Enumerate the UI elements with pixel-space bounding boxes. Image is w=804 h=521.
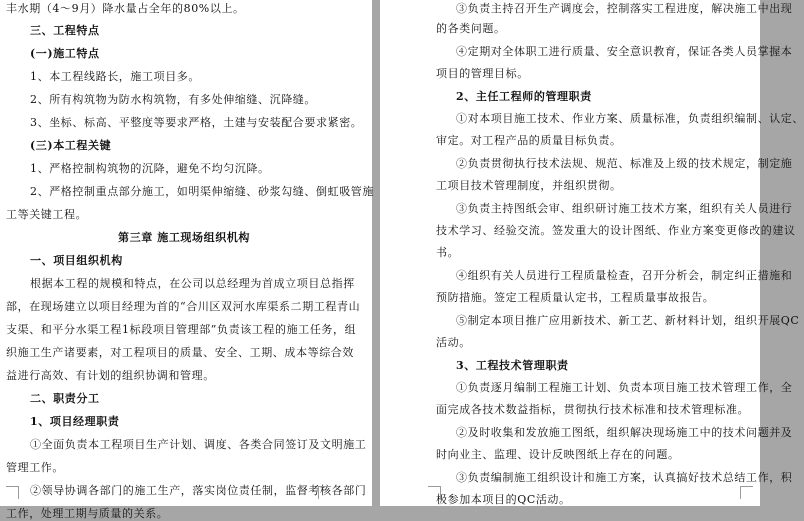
text-line: ③负责编制施工组织设计和施工方案，认真搞好技术总结工作，积: [456, 471, 793, 484]
text-line: 部，在现场建立以项目经理为首的“合川区双河水库渠系二期工程青山: [6, 300, 361, 313]
text-line: 书。: [436, 246, 460, 259]
section-heading: (三)本工程关键: [30, 139, 112, 152]
text-line: 2、严格控制重点部分施工，如明渠伸缩缝、砂浆勾缝、倒虹吸管施: [30, 185, 374, 198]
section-heading: 3、工程技术管理职责: [456, 359, 569, 372]
text-line: 益进行高效、有计划的组织协调和管理。: [6, 369, 215, 382]
chapter-title: 第三章 施工现场组织机构: [118, 231, 251, 244]
text-line: 的各类问题。: [436, 22, 506, 35]
text-line: 2、所有构筑物为防水构筑物，有多处伸缩缝、沉降缝。: [30, 93, 316, 106]
page-corner-mark: [428, 486, 441, 499]
page-corner-mark: [6, 486, 19, 499]
text-line: ②及时收集和发放施工图纸，组织解决现场施工中的技术问题并及: [456, 426, 793, 439]
document-page-right: [380, 0, 804, 506]
text-line: 面完成各技术数益指标，贯彻执行技术标准和技术管理标准。: [436, 403, 750, 416]
text-line: ②领导协调各部门的施工生产，落实岗位责任制，监督考核各部门: [30, 484, 367, 497]
text-line: 支渠、和平分水渠工程1标段项目管理部”负责该工程的施工任务，组: [6, 323, 357, 336]
section-heading: 一、项目组织机构: [30, 254, 123, 267]
text-line: 1、本工程线路长，施工项目多。: [30, 70, 200, 83]
text-line: ①负责逐月编制工程施工计划、负责本项目施工技术管理工作，全: [456, 381, 793, 394]
page-corner-mark: [740, 486, 753, 499]
text-line: 技术学习、经验交流。签发重大的设计图纸、作业方案变更修改的建议: [436, 224, 796, 237]
text-line: ③负责主持召开生产调度会，控制落实工程进度，解决施工中出现: [456, 2, 793, 15]
section-heading: 三、工程特点: [30, 24, 100, 37]
text-line: 工等关键工程。: [6, 208, 88, 221]
text-line: 根据本工程的规模和特点，在公司以总经理为首成立项目总指挥: [30, 277, 355, 290]
text-line: 织施工生产诸要素，对工程项目的质量、安全、工期、成本等综合效: [6, 346, 354, 359]
text-line: 项目的管理目标。: [436, 67, 529, 80]
text-line: 活动。: [436, 336, 471, 349]
page-corner-mark: [318, 486, 331, 499]
text-line: ⑤制定本项目推广应用新技术、新工艺、新材料计划，组织开展QC: [456, 314, 800, 327]
section-heading: 1、项目经理职责: [30, 415, 120, 428]
text-line: 时向业主、监理、设计反映图纸上存在的问题。: [436, 448, 680, 461]
text-line: ①对本项目施工技术、作业方案、质量标准，负责组织编制、认定、: [456, 112, 804, 125]
text-line: 预防措施。签定工程质量认定书，工程质量事故报告。: [436, 291, 715, 304]
text-line: ④组织有关人员进行工程质量检查，召开分析会，制定纠正措施和: [456, 269, 793, 282]
text-line: 1、严格控制构筑物的沉降，避免不均匀沉降。: [30, 162, 270, 175]
text-line: ③负责主持图纸会审、组织研讨施工技术方案，组织有关人员进行: [456, 202, 793, 215]
document-page-left: [0, 0, 374, 520]
text-line: 3、坐标、标高、平整度等要求严格，土建与安装配合要求紧密。: [30, 116, 363, 129]
text-line: ②负责贯彻执行技术法规、规范、标准及上级的技术规定，制定施: [456, 157, 793, 170]
text-line: ④定期对全体职工进行质量、安全意识教育，保证各类人员掌握本: [456, 45, 793, 58]
text-line: ①全面负责本工程项目生产计划、调度、各类合同签订及文明施工: [30, 438, 367, 451]
section-heading: 二、职责分工: [30, 392, 100, 405]
text-line: 审定。对工程产品的质量目标负责。: [436, 134, 622, 147]
section-heading: 2、主任工程师的管理职责: [456, 90, 592, 103]
text-line: 管理工作。: [6, 461, 64, 474]
text-line: 工项目技术管理制度，并组织贯彻。: [436, 179, 622, 192]
text-line: 工作，处理工期与质量的关系。: [6, 507, 169, 520]
text-line: 极参加本项目的QC活动。: [436, 493, 571, 506]
section-heading: (一)施工特点: [30, 47, 100, 60]
text-line: 丰水期（4～9月）降水量占全年的80%以上。: [6, 2, 245, 15]
